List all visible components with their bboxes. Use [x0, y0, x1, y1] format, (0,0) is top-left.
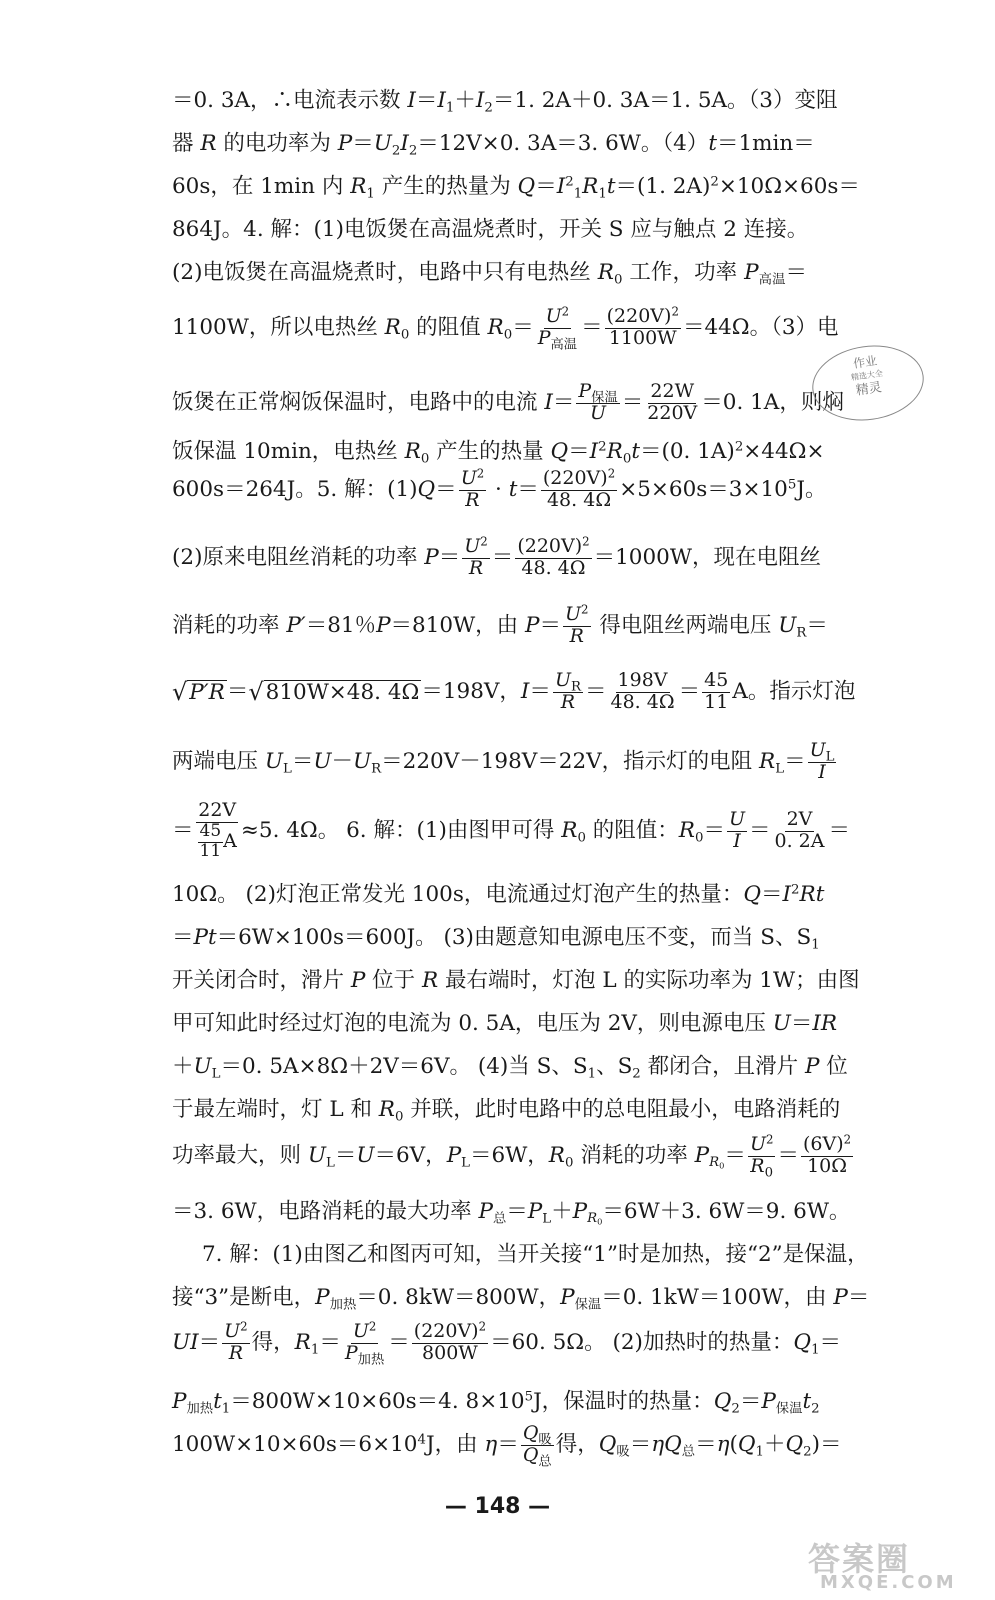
text-line-2: 器 R 的电功率为 $P=U_2I_2=12V\times 0$. 3A＝3. 6W。（4）t＝1min＝ — [172, 131, 815, 159]
text-line-1: ＝0. 3A，∴电流表示数 $I=I_1+I_2=1$. 2A＋0. 3A＝1. 5A。（3）变阻 — [172, 88, 838, 116]
stamp-seal: 作业 精选大全 精灵 — [807, 339, 928, 428]
sqrt-810x48: √ 810W×48. 4Ω — [248, 678, 420, 706]
fraction-220sq-over-48-2: $\frac{(220V)^2}{48. 4\Omega}$ — [517, 534, 590, 579]
fraction-U2-over-Pjiare: $U^2$ $P_{加热}$ — [344, 1319, 385, 1368]
text-line-5: (2)电饭煲在高温烧煮时，电路中只有电热丝 $R_0$ 工作，功率 $P_{高温}=$ — [172, 260, 808, 288]
text-line-25: UI＝ $\frac{U^2}{R}$ 得，$R_1=$ $U^2$ $P_{加热}$ ＝ $\frac{(220V)^2}{800W}$ ＝60. 5Ω。 (2)加热时的热量：$Q_1=$ — [172, 1319, 842, 1368]
text-line-15: 10Ω。 (2)灯泡正常发光 100s，电流通过灯泡产生的热量：$Q=I^2Rt$ — [172, 882, 825, 907]
text-line-6: 1100W，所以电热丝 $R_0$ 的阻值 $R_0=$ $U^2$ $P_{高温}$ ＝ $\frac{(220V)^2}{1100W}$ ＝44Ω。（3）电 — [172, 304, 839, 353]
text-line-17: 开关闭合时，滑片 P 位于 R 最右端时，灯泡 L 的实际功率为 1W；由图 — [172, 968, 860, 993]
fraction-Qxi-over-Qzong: $Q_吸$ $Q_总$ — [522, 1422, 552, 1470]
text-line-14: ＝ 22V $\frac{45}{11}$ A ≈5. 4Ω。 6. 解：(1)由图甲可得 $R_0$ 的阻值：$R_0=$ $\frac{U}{I}$ ＝ $\frac{2V}{0. 2A}$ ＝ — [172, 799, 850, 861]
fraction-6sq-over-10: $\frac{(6V)^2}{10\Omega}$ — [802, 1132, 852, 1177]
fraction-U-over-I: $\frac{U}{I}$ — [728, 808, 745, 852]
fraction-2V-over-02A: $\frac{2V}{0. 2A}$ — [774, 808, 825, 852]
fraction-220sq-over-800: $\frac{(220V)^2}{800W}$ — [413, 1319, 487, 1364]
fraction-220sq-over-48: $\frac{(220V)^2}{48. 4\Omega}$ — [542, 466, 616, 511]
fraction-U2-over-R-2: $\frac{U^2}{R}$ — [464, 534, 488, 579]
page-number: — 148 — — [444, 1494, 551, 1519]
fraction-UL-over-I: $\frac{U_L}{I}$ — [809, 739, 835, 783]
text-line-8: 饭保温 10min，电热丝 $R_0$ 产生的热量 $Q=I^2R_0t=(0$. 1A)$^2$×44Ω× — [172, 439, 825, 467]
fraction-Pbaowen-over-U: $P_{保温}$ U — [578, 380, 618, 424]
fraction-U2-over-R-4: $\frac{U^2}{R}$ — [224, 1319, 248, 1364]
text-line-26: $P_{加热}t_1=800W\times 10\times 60s=4$. $8\times 10^5J$，保温时的热量：$Q_2=P_{保温}t_2$ — [172, 1389, 820, 1417]
text-line-16: ＝Pt＝6W×100s＝600J。 (3)由题意知电源电压不变，而当 S、$S_1$ — [172, 925, 820, 953]
fraction-U2-over-R: $\frac{U^2}{R}$ — [460, 466, 485, 511]
fraction-198-over-48: $\frac{198V}{48. 4\Omega}$ — [610, 669, 675, 713]
text-line-11: 消耗的功率 P′＝81％P＝810W，由 P＝ $\frac{U^2}{R}$ 得电阻丝两端电压 $U_R=$ — [172, 602, 828, 647]
text-line-10: (2)原来电阻丝消耗的功率 P＝ $\frac{U^2}{R}$ ＝ $\frac{(220V)^2}{48. 4\Omega}$ ＝1000W，现在电阻丝 — [172, 534, 821, 579]
text-line-24: 接“3”是断电，$P_{加热}=0$. 8kW＝800W，$P_{保温}=0$. 1kW＝100W，由 P＝ — [172, 1285, 870, 1313]
text-line-27: $100W\times 10\times 60s=6\times 10^4J$，由 η＝ $Q_吸$ $Q_总$ 得，$Q_吸=\eta Q_总=\eta(Q_1+Q_2)=$ — [172, 1422, 842, 1470]
text-line-4: 864J。4. 解：(1)电饭煲在高温烧煮时，开关 S 应与触点 2 连接。 — [172, 217, 809, 242]
text-line-21: 功率最大，则 $U_L=U=6V$，$P_L=6W$，$R_0$ 消耗的功率 $P_{R_0}=$ $\frac{U^2}{R_0}$ ＝ $\frac{(6V)^2}{10\Omega}$ — [172, 1132, 852, 1181]
fraction-45-over-11-inner: $\frac{45}{11}$ — [199, 821, 222, 861]
text-line-19: $+U_L=0$. 5A×8Ω＋2V＝6V。 (4)当 S、$S_1$、$S_2$ 都闭合，且滑片 P 位 — [172, 1054, 848, 1082]
fraction-U2-over-R-3: $\frac{U^2}{R}$ — [565, 602, 589, 647]
fraction-U2-over-Pgaowen: $U^2$ $P_{高温}$ — [537, 304, 578, 353]
text-line-23: 7. 解：(1)由图乙和图丙可知，当开关接“1”时是加热，接“2”是保温， — [202, 1242, 869, 1267]
text-line-18: 甲可知此时经过灯泡的电流为 0. 5A，电压为 2V，则电源电压 U＝IR — [172, 1011, 838, 1036]
text-line-22: ＝3. 6W，电路消耗的最大功率 $P_总=P_L+P_{R_0}=6W+3$. 6W＝9. 6W。 — [172, 1199, 851, 1227]
sqrt-PR: √ P′R — [172, 678, 225, 706]
fraction-220sq-over-1100: $\frac{(220V)^2}{1100W}$ — [606, 304, 679, 349]
fraction-45-over-11: $\frac{45}{11}$ — [704, 669, 729, 713]
text-line-20: 于最左端时，灯 L 和 $R_0$ 并联，此时电路中的总电阻最小，电路消耗的 — [172, 1097, 841, 1125]
fraction-22W-over-220V: $\frac{22W}{220V}$ — [647, 380, 698, 424]
text-line-9: 600s＝264J。5. 解：(1)Q＝ $\frac{U^2}{R}$ · t＝ $\frac{(220V)^2}{48. 4\Omega}$ $\times 5\times 60s=3\times 10^5J$。 — [172, 466, 827, 511]
text-line-12: √ P′R ＝ √ 810W×48. 4Ω ＝198V，I＝ $\frac{U_R}{R}$ ＝ $\frac{198V}{48. 4\Omega}$ ＝ $\frac{45}{11}$ A。指示灯泡 — [172, 669, 856, 713]
fraction-U2-over-R0: $\frac{U^2}{R_0}$ — [749, 1132, 774, 1181]
watermark-logo: 答案圈 MXQE.COM — [808, 1540, 957, 1593]
text-line-7: 饭煲在正常焖饭保温时，电路中的电流 I＝ $P_{保温}$ U ＝ $\frac{22W}{220V}$ ＝0. 1A，则焖 — [172, 380, 844, 424]
text-line-13: 两端电压 $U_L=U-U_R=220V-198V=22V$，指示灯的电阻 $R_L=$ $\frac{U_L}{I}$ — [172, 739, 835, 783]
fraction-UR-over-R: $\frac{U_R}{R}$ — [554, 669, 581, 713]
text-line-3: 60s，在 1min 内 $R_1$ 产生的热量为 $Q=I^2_1R_1t=(1$. 2A)$^2$×10Ω×60s＝ — [172, 174, 860, 202]
fraction-22V-over-45-11A: 22V $\frac{45}{11}$ A — [198, 799, 237, 861]
